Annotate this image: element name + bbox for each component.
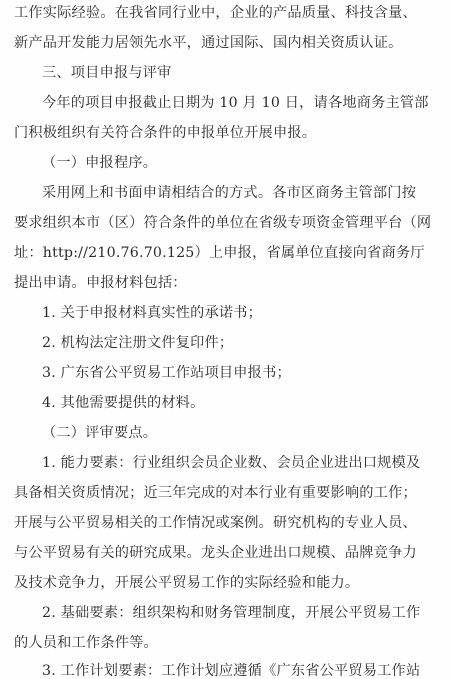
paragraph-line: 址：http://210.76.70.125）上申报，省属单位直接向省商务厅 — [14, 245, 425, 261]
paragraph-line: 1. 能力要素：行业组织会员企业数、会员企业进出口规模及 — [42, 455, 421, 471]
list-item: 2. 机构法定注册文件复印件； — [42, 335, 234, 351]
paragraph-line: 3. 工作计划要素：工作计划应遵循《广东省公平贸易工作站 — [42, 663, 421, 679]
subsection-heading: （一）申报程序。 — [42, 155, 158, 171]
paragraph-line: 提出申请。申报材料包括： — [14, 275, 187, 291]
paragraph-line: 及技术竞争力，开展公平贸易工作的实际经验和能力。 — [14, 575, 360, 591]
paragraph-line: 新产品开发能力居领先水平，通过国际、国内相关资质认证。 — [14, 35, 403, 51]
list-item: 1. 关于申报材料真实性的承诺书； — [42, 305, 263, 321]
paragraph-line: 采用网上和书面申请相结合的方式。各市区商务主管部门按 — [42, 185, 417, 201]
paragraph-line: 具备相关资质情况；近三年完成的对本行业有重要影响的工作； — [14, 485, 417, 501]
paragraph-line: 2. 基础要素：组织架构和财务管理制度，开展公平贸易工作 — [42, 605, 421, 621]
paragraph-line: 要求组织本市（区）符合条件的单位在省级专项资金管理平台（网 — [14, 215, 432, 231]
paragraph-line: 今年的项目申报截止日期为 10 月 10 日，请各地商务主管部 — [42, 95, 429, 111]
paragraph-line: 开展与公平贸易相关的工作情况或案例。研究机构的专业人员、 — [14, 515, 417, 531]
section-heading: 三、项目申报与评审 — [42, 65, 172, 81]
paragraph-line: 工作实际经验。在我省同行业中，企业的产品质量、科技含量、 — [14, 5, 417, 21]
list-item: 4. 其他需要提供的材料。 — [42, 395, 205, 411]
subsection-heading: （二）评审要点。 — [42, 425, 158, 441]
paragraph-line: 与公平贸易有关的研究成果。龙头企业进出口规模、品牌竞争力 — [14, 545, 417, 561]
paragraph-line: 的人员和工作条件等。 — [14, 635, 158, 651]
list-item: 3. 广东省公平贸易工作站项目申报书； — [42, 365, 291, 381]
paragraph-line: 门积极组织有关符合条件的申报单位开展申报。 — [14, 125, 317, 141]
